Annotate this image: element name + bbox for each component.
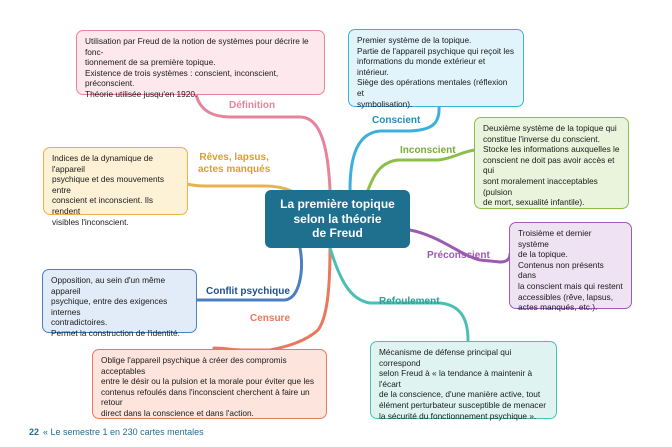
conscient-label: Conscient: [372, 115, 421, 126]
conflit-label: Conflit psychique: [206, 286, 290, 297]
conflit-box: Opposition, au sein d'un même appareil psychique, entre des exigences internes contradictoires. Permet la construction de l'identité.: [42, 269, 197, 333]
definition-box: Utilisation par Freud de la notion de systèmes pour décrire le fonc- tionnement de sa première topique. Existence de trois systèmes : conscient, inconscient, préconscient. Théorie utilisée jusqu'en 1920.: [76, 30, 325, 95]
censure-label: Censure: [250, 313, 291, 324]
definition-label: Définition: [229, 100, 276, 111]
refoulement-box: Mécanisme de défense principal qui correspond selon Freud à « la tendance à maintenir à l'écart de la conscience, d'une manière active, tout élément perturbateur susceptible de menacer la sécurité du fonctionnement psychique ».: [370, 341, 557, 419]
preconscient-label: Préconscient: [427, 250, 490, 261]
reves-box: Indices de la dynamique de l'appareil psychique et des mouvements entre conscient et inconscient. Ils rendent visibles l'inconscient.: [43, 147, 188, 215]
central-topic: La première topique selon la théorie de Freud: [265, 190, 410, 248]
conscient-box: Premier système de la topique. Partie de l'appareil psychique qui reçoit les informations du monde extérieur et intérieur. Siège des opérations mentales (réflexion et symbolisation).: [348, 29, 524, 107]
footer-text: « Le semestre 1 en 230 cartes mentales: [43, 427, 204, 437]
inconscient-label: Inconscient: [400, 145, 456, 156]
page-footer: [29, 427, 204, 437]
censure-box: Oblige l'appareil psychique à créer des compromis acceptables entre le désir ou la pulsion et la morale pour éviter que les contenus refoulés dans l'inconscient cherchent à faire un retour direct dans la conscience et dans l'action.: [92, 349, 327, 419]
page-number: 22: [29, 427, 40, 437]
refoulement-label: Refoulement: [379, 296, 440, 307]
preconscient-box: Troisième et dernier système de la topique. Contenus non présents dans la conscient mais qui restent accessibles (rêve, lapsus, actes manqués, etc.).: [509, 222, 632, 309]
reves-label: Rêves, lapsus, actes manqués: [198, 152, 271, 175]
inconscient-box: Deuxième système de la topique qui constitue l'inverse du conscient. Stocke les informations auxquelles le conscient ne doit pas avoir accès et qui sont moralement inacceptables (pulsion de mort, sexualité infantile).: [474, 117, 629, 209]
